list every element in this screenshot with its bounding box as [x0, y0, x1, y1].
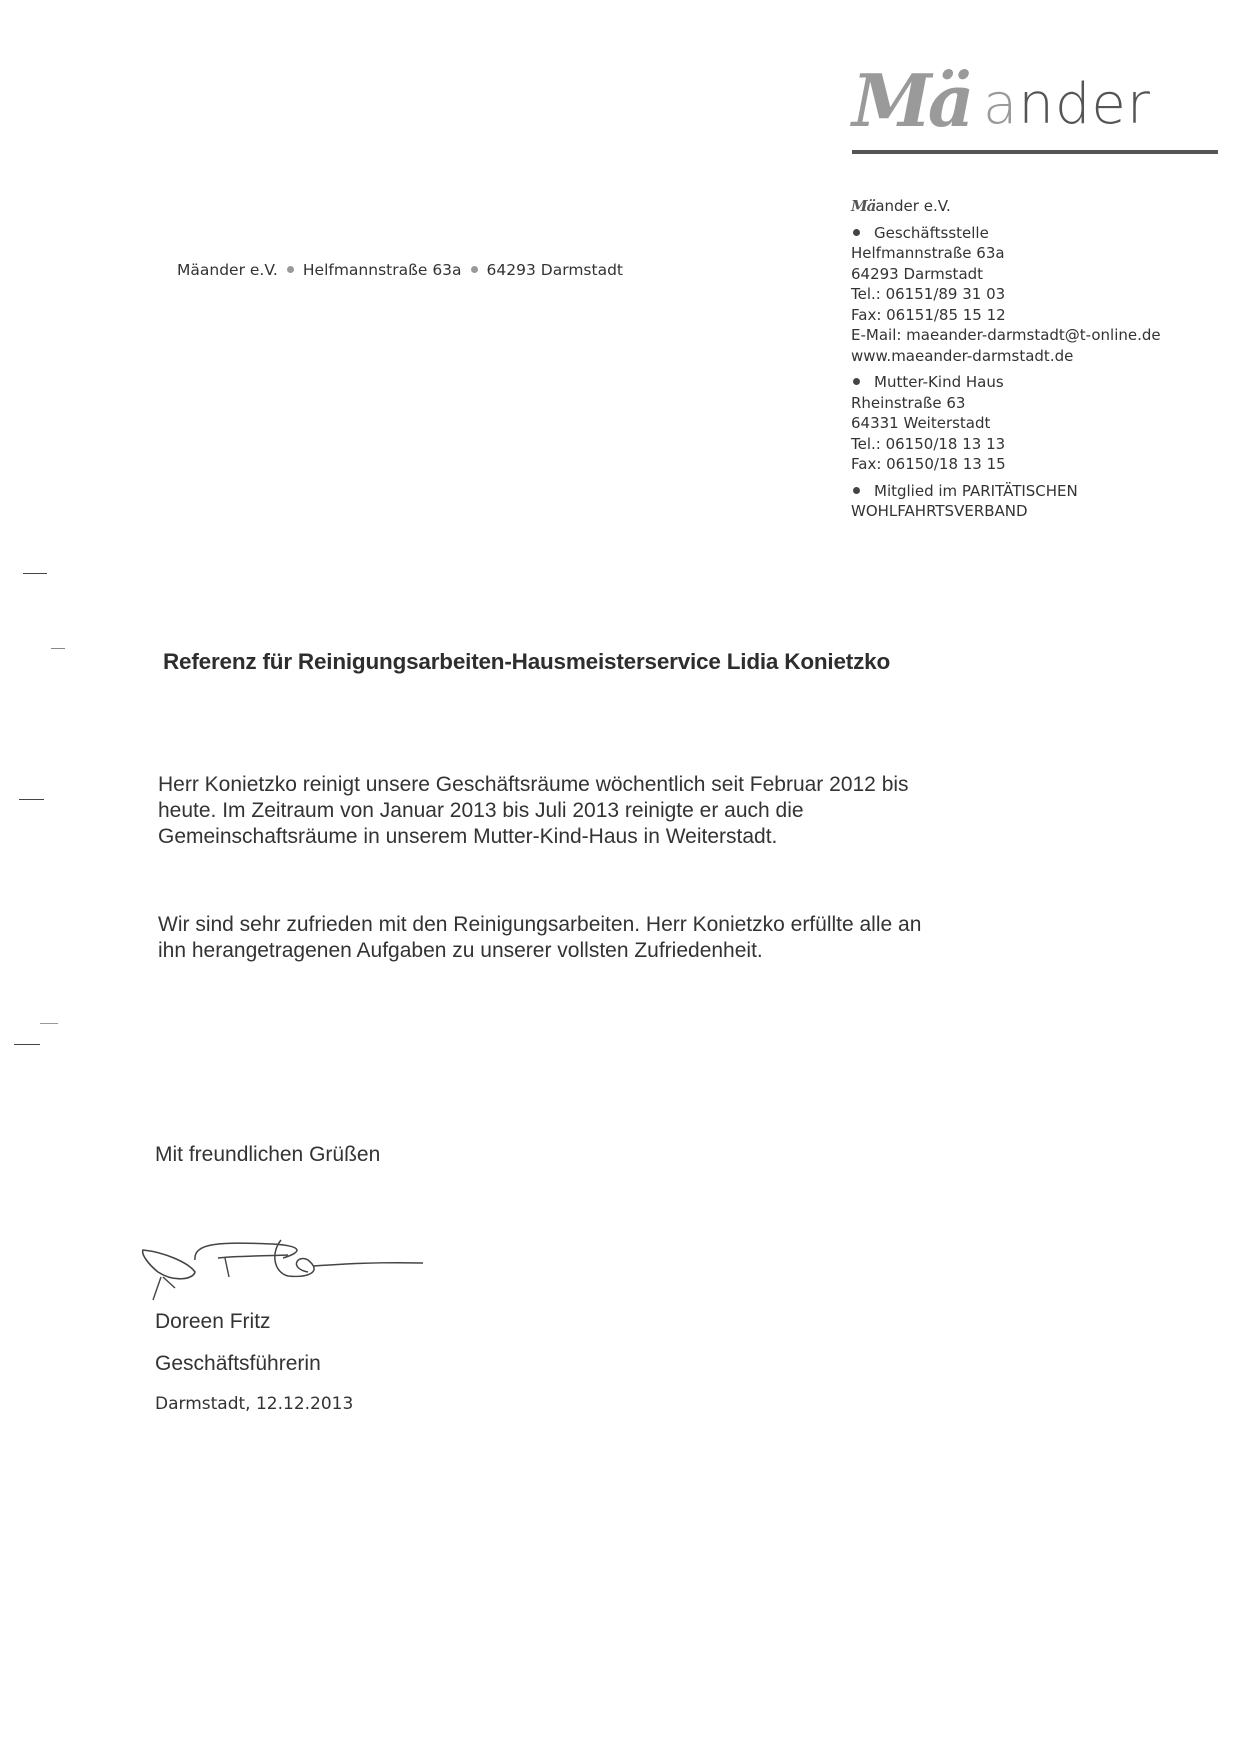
paragraph-line: Gemeinschaftsräume in unserem Mutter-Kind-Haus in Weiterstadt. [158, 825, 778, 848]
fold-mark [23, 573, 47, 574]
office-web: www.maeander-darmstadt.de [851, 346, 1074, 365]
fold-mark [19, 799, 44, 800]
contact-org-script: Mä [851, 197, 876, 215]
closing-salutation: Mit freundlichen Grüßen [155, 1143, 381, 1166]
sender-street: Helfmannstraße 63a [302, 261, 462, 279]
maeander-logo [848, 52, 1228, 162]
place-date: Darmstadt, 12.12.2013 [155, 1394, 354, 1414]
membership-section [851, 481, 1231, 522]
office-fax: Fax: 06151/85 15 12 [851, 305, 1006, 324]
bullet-icon [853, 378, 860, 385]
membership-line1: Mitglied im PARITÄTISCHEN [874, 481, 1078, 500]
contact-block [851, 196, 1231, 522]
office-email: E-Mail: maeander-darmstadt@t-online.de [851, 326, 1161, 344]
fold-mark [51, 648, 65, 649]
office-section [851, 223, 1231, 367]
logo-script: Mä [852, 58, 971, 143]
signer-name: Doreen Fritz [155, 1310, 271, 1333]
logo-underline [852, 150, 1218, 154]
bullet-icon [853, 487, 860, 494]
house-tel: Tel.: 06150/18 13 13 [851, 434, 1006, 453]
contact-org-rest: ander e.V. [875, 197, 951, 215]
paragraph-line: Herr Konietzko reinigt unsere Geschäftsräume wöchentlich seit Februar 2012 bis [158, 773, 909, 796]
logo-wordmark [983, 72, 1151, 137]
bullet-icon [471, 266, 478, 273]
sender-return-address [177, 261, 623, 279]
paragraph-line: Wir sind sehr zufrieden mit den Reinigungsarbeiten. Herr Konietzko erfüllte alle an [158, 913, 922, 936]
body-paragraph-2 [158, 912, 1078, 964]
paragraph-line: ihn herangetragenen Aufgaben zu unserer vollsten Zufriedenheit. [158, 939, 763, 962]
logo-a: a [983, 72, 1019, 137]
logo-rest: nder [1018, 72, 1151, 137]
house-city: 64331 Weiterstadt [851, 414, 991, 432]
sender-org: Mäander e.V. [177, 261, 278, 279]
contact-org [851, 196, 1231, 217]
fold-mark [40, 1023, 58, 1024]
fold-mark [14, 1044, 40, 1045]
house-street: Rheinstraße 63 [851, 393, 966, 412]
office-tel: Tel.: 06151/89 31 03 [851, 285, 1006, 303]
bullet-icon [287, 266, 294, 273]
bullet-icon [853, 229, 860, 236]
body-paragraph-1 [158, 772, 1078, 850]
house-fax: Fax: 06150/18 13 15 [851, 455, 1006, 473]
house-section [851, 372, 1231, 475]
office-city: 64293 Darmstadt [851, 264, 984, 283]
house-title: Mutter-Kind Haus [874, 373, 1004, 391]
paragraph-line: heute. Im Zeitraum von Januar 2013 bis Juli 2013 reinigte er auch die [158, 799, 804, 822]
signer-title: Geschäftsführerin [155, 1352, 321, 1375]
membership-line2: WOHLFAHRTSVERBAND [851, 502, 1028, 520]
sender-city: 64293 Darmstadt [486, 261, 623, 279]
letter-subject: Referenz für Reinigungsarbeiten-Hausmeisterservice Lidia Konietzko [163, 649, 890, 674]
office-title: Geschäftsstelle [874, 223, 989, 242]
handwritten-signature [133, 1232, 433, 1302]
office-street: Helfmannstraße 63a [851, 244, 1005, 262]
